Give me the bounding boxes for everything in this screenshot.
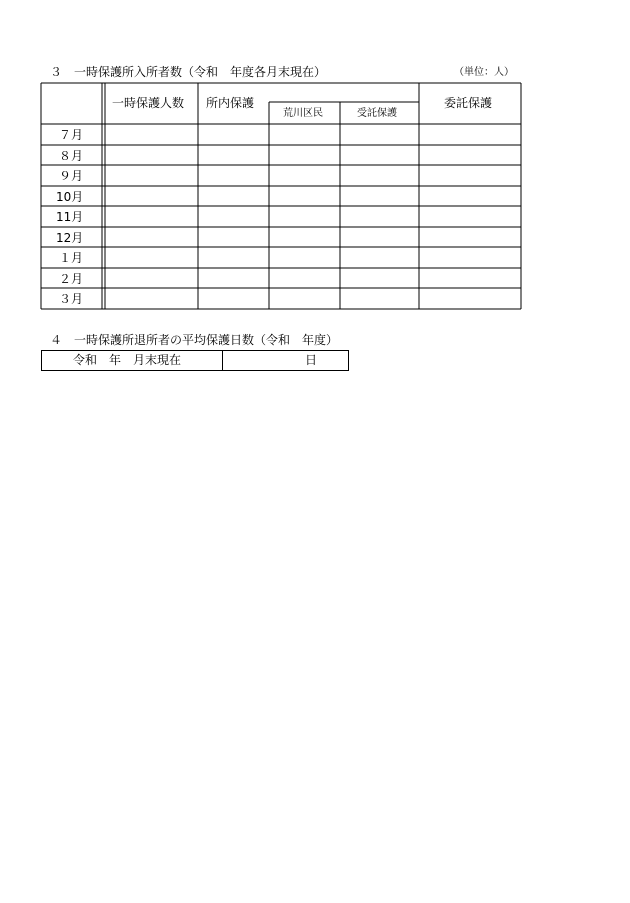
- header-in-facility: 所内保護: [206, 96, 255, 110]
- average-days-table: [41, 350, 349, 371]
- month-label: ８月: [59, 149, 84, 163]
- header-entrusted-receive: 受託保護: [357, 108, 397, 119]
- month-label: ３月: [59, 292, 84, 306]
- header-arakawa: 荒川区民: [283, 108, 323, 119]
- section3-title: ３ 一時保護所入所者数（令和 年度各月末現在）: [50, 65, 327, 79]
- header-outsourced: 委託保護: [444, 96, 493, 110]
- month-label: 10月: [56, 190, 84, 204]
- section4-title: ４ 一時保護所退所者の平均保護日数（令和 年度）: [50, 333, 339, 347]
- month-label: ２月: [59, 272, 84, 286]
- header-temp-count: 一時保護人数: [112, 96, 185, 110]
- section3-unit: （単位：人）: [454, 67, 514, 78]
- month-label: １月: [59, 251, 84, 265]
- month-label: 11月: [56, 210, 84, 224]
- day-unit-label: 日: [305, 353, 318, 367]
- month-label: ９月: [59, 169, 84, 183]
- as-of-label: 令和 年 月末現在: [73, 353, 182, 367]
- month-label: 12月: [56, 231, 84, 245]
- month-label: ７月: [59, 128, 84, 142]
